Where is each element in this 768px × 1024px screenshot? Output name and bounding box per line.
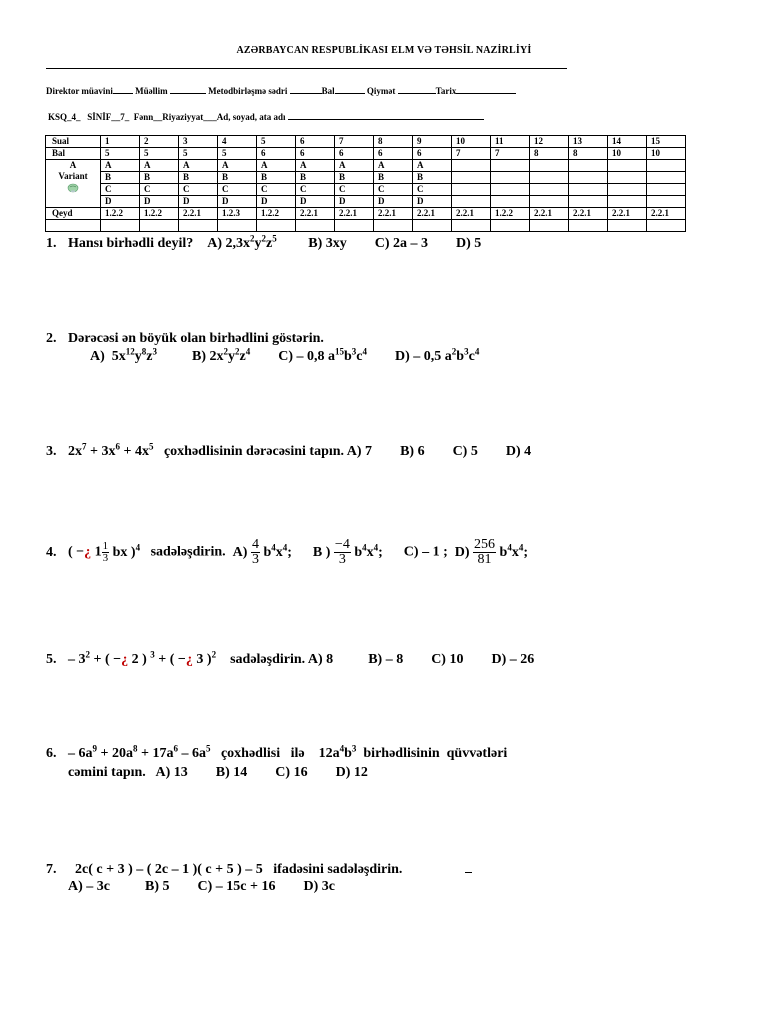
grid-cell: 2.2.1 (413, 208, 452, 220)
methodology-head-field[interactable] (290, 84, 322, 94)
grid-cell: 2 (140, 136, 179, 148)
q7-answer-mark (465, 860, 472, 873)
grid-cell: 6 (296, 136, 335, 148)
grid-cell: 5 (140, 148, 179, 160)
score-field[interactable] (335, 84, 365, 94)
grid-cell: 2.2.1 (179, 208, 218, 220)
variant-label-cell (46, 160, 101, 208)
variant-cell[interactable]: D (335, 196, 374, 208)
date-label: Tarix (435, 86, 457, 96)
grid-cell: 1.2.3 (218, 208, 257, 220)
variant-cell[interactable]: C (296, 184, 335, 196)
q7-option-a[interactable]: A) – 3c (68, 879, 110, 894)
exam-info-line (48, 110, 484, 122)
q1-option-a[interactable]: A) $2,3x^2y^2z^5$ (207, 233, 277, 251)
grid-cell: 6 (296, 148, 335, 160)
variant-row (46, 196, 686, 208)
grid-cell: 4 (218, 136, 257, 148)
name-label: Ad, soyad, ata adı (216, 112, 286, 122)
grid-cell: 8 (569, 148, 608, 160)
question-1: 1. Hansı birhədli deyil? A) $2,3x^2y^2z^5$ B) 3xy C) 2a – 3 D) 5 (46, 233, 482, 251)
variant-cell (647, 172, 686, 184)
score-row (46, 148, 686, 160)
grid-cell: 10 (452, 136, 491, 148)
variant-cell[interactable]: A (179, 160, 218, 172)
variant-cell[interactable]: A (413, 160, 452, 172)
empty-cell (569, 220, 608, 232)
grid-cell: 3 (179, 136, 218, 148)
variant-cell[interactable]: C (179, 184, 218, 196)
grid-cell: 2.2.1 (296, 208, 335, 220)
subject-label: Fənn__Riyaziyyat___ (133, 112, 217, 122)
q4-option-d[interactable]: D) $\frac{256}{81}$ $b^4x^4$; (454, 537, 528, 567)
question-4: 4. ( −¿ 1 $\frac{1}{3}$ bx )$^4$ sadələşdirin. A) $\frac{4}{3}$ $b^4x^4$; B ) $\frac{-4}{3}$ $b^4x^4$; C) – 1 ; D) $\frac{256}{81}$ $b^4x^4$; (46, 537, 528, 567)
variant-row (46, 160, 686, 172)
q2-option-b[interactable]: B) $2x^2y^2z^4$ (192, 346, 251, 364)
variant-cell (647, 196, 686, 208)
empty-cell (296, 220, 335, 232)
date-field[interactable] (456, 84, 516, 94)
variant-label: Variant (58, 171, 88, 181)
question-7: 7. 2c( c + 3 ) – ( 2c – 1 )( c + 5 ) – 5 ifadəsini sadələşdirin. (46, 860, 472, 878)
grid-cell: 13 (569, 136, 608, 148)
grid-cell: 2.2.1 (374, 208, 413, 220)
variant-cell[interactable]: D (140, 196, 179, 208)
q1-option-b[interactable]: B) 3xy (308, 236, 347, 251)
q2-option-a[interactable]: A) $5x^{12}y^8z^3$ (90, 346, 157, 364)
variant-cell[interactable]: A (140, 160, 179, 172)
globe-icon (50, 182, 96, 196)
grid-cell: 2.2.1 (335, 208, 374, 220)
grid-cell: 1.2.2 (140, 208, 179, 220)
variant-cell[interactable]: D (374, 196, 413, 208)
variant-cell (608, 160, 647, 172)
variant-cell (569, 196, 608, 208)
grid-cell: 8 (374, 136, 413, 148)
variant-cell[interactable]: B (296, 172, 335, 184)
variant-cell[interactable]: B (101, 172, 140, 184)
grade-label: Qiymət (366, 86, 396, 96)
grid-cell: 9 (413, 136, 452, 148)
question-6: 6. – $6a^9 + 20a^8 + 17a^6 - 6a^5$ çoxhədlisi ilə $12a^4b^3$ birhədlisinin qüvvətləri (46, 743, 508, 761)
variant-cell (530, 196, 569, 208)
note-row (46, 208, 686, 220)
variant-cell (530, 172, 569, 184)
grid-cell: 1 (101, 136, 140, 148)
q5-option-c[interactable]: C) 10 (431, 652, 464, 667)
variant-cell[interactable]: C (374, 184, 413, 196)
variant-letter-a: A (69, 160, 77, 170)
q3-option-b[interactable]: B) 6 (400, 444, 425, 459)
grid-cell: 7 (335, 136, 374, 148)
empty-cell (140, 220, 179, 232)
variant-cell[interactable]: C (101, 184, 140, 196)
variant-cell (530, 184, 569, 196)
variant-cell[interactable]: A (374, 160, 413, 172)
q6-option-c[interactable]: C) 16 (275, 765, 308, 780)
question-number-row (46, 136, 686, 148)
variant-cell[interactable]: D (101, 196, 140, 208)
question-2: 2. Dərəcəsi ən böyük olan birhədlini göstərin. (46, 331, 324, 346)
variant-cell (491, 172, 530, 184)
question-2-options (90, 346, 480, 365)
variant-cell (491, 184, 530, 196)
teacher-label: Müəllim (135, 86, 168, 96)
q4-option-c[interactable]: C) – 1 ; (403, 544, 448, 560)
variant-cell[interactable]: D (179, 196, 218, 208)
variant-cell (491, 196, 530, 208)
grid-cell: 10 (608, 148, 647, 160)
grid-cell: 2.2.1 (452, 208, 491, 220)
variant-cell[interactable]: B (218, 172, 257, 184)
grid-cell: 5 (101, 148, 140, 160)
grid-cell: 1.2.2 (101, 208, 140, 220)
empty-cell (46, 220, 101, 232)
empty-cell (257, 220, 296, 232)
question-6-line-2: cəmini tapın. A) 13 B) 14 C) 16 D) 12 (68, 765, 368, 780)
director-deputy-field[interactable] (113, 84, 133, 94)
methodology-head-label: Metodbirləşmə sədri (208, 86, 288, 96)
empty-cell (179, 220, 218, 232)
grid-cell: 6 (335, 148, 374, 160)
q7-option-d[interactable]: D) 3c (303, 879, 335, 894)
score-label: Bal (321, 86, 335, 96)
variant-cell (569, 172, 608, 184)
grid-cell: 1.2.2 (257, 208, 296, 220)
grid-cell: 2.2.1 (608, 208, 647, 220)
question-number-row-label: Sual (46, 136, 101, 148)
q1-option-c[interactable]: C) 2a – 3 (374, 236, 429, 251)
grid-cell: 7 (491, 148, 530, 160)
exam-code: KSQ_4_ (48, 112, 81, 122)
q6-option-a[interactable]: A) 13 (155, 765, 188, 780)
variant-cell[interactable]: D (413, 196, 452, 208)
variant-cell[interactable]: B (140, 172, 179, 184)
variant-cell[interactable]: A (335, 160, 374, 172)
empty-cell (335, 220, 374, 232)
empty-cell (218, 220, 257, 232)
variant-cell (452, 184, 491, 196)
q4-option-b[interactable]: B ) $\frac{-4}{3}$ $b^4x^4$; (312, 537, 383, 567)
name-field[interactable] (288, 110, 484, 120)
header-divider (46, 68, 567, 69)
variant-cell (647, 184, 686, 196)
class-label: SİNİF__7_ (87, 112, 130, 122)
grid-cell: 10 (647, 148, 686, 160)
q6-option-d[interactable]: D) 12 (335, 765, 368, 780)
q3-option-d[interactable]: D) 4 (505, 444, 532, 459)
variant-cell[interactable]: C (413, 184, 452, 196)
variant-cell (608, 184, 647, 196)
variant-cell[interactable]: C (140, 184, 179, 196)
grid-cell: 5 (179, 148, 218, 160)
grid-cell: 14 (608, 136, 647, 148)
variant-cell (452, 172, 491, 184)
variant-cell[interactable]: B (413, 172, 452, 184)
grid-cell: 15 (647, 136, 686, 148)
q5-option-b[interactable]: B) – 8 (368, 652, 404, 667)
variant-row (46, 172, 686, 184)
variant-cell (530, 160, 569, 172)
teacher-field[interactable] (170, 84, 206, 94)
empty-row (46, 220, 686, 232)
grid-cell: 2.2.1 (530, 208, 569, 220)
q1-option-d[interactable]: D) 5 (456, 236, 482, 251)
q7-option-c[interactable]: C) – 15c + 16 (197, 879, 276, 894)
variant-cell (569, 160, 608, 172)
q4-option-a[interactable]: A) $\frac{4}{3}$ $b^4x^4$; (232, 537, 292, 567)
q7-option-b[interactable]: B) 5 (145, 879, 170, 894)
ministry-title: AZƏRBAYCAN RESPUBLİKASI ELM VƏ TƏHSİL NAZİRLİYİ (236, 45, 532, 56)
variant-cell[interactable]: D (257, 196, 296, 208)
q2-option-c[interactable]: C) – 0,8 $a^{15}b^3c^4$ (278, 346, 368, 364)
variant-cell[interactable]: A (296, 160, 335, 172)
q5-option-a[interactable]: A) 8 (307, 652, 334, 667)
q2-option-d[interactable]: D) – 0,5 $a^2b^3c^4$ (395, 346, 480, 364)
variant-cell[interactable]: A (257, 160, 296, 172)
variant-cell (569, 184, 608, 196)
question-5: 5. – $3^2$ + ( −¿ 2 ) $^3$ + ( −¿ 3 )$^2$ sadələşdirin. A) 8 B) – 8 C) 10 D) – 26 (46, 649, 535, 667)
grid-cell: 11 (491, 136, 530, 148)
grid-cell: 2.2.1 (569, 208, 608, 220)
grid-cell: 12 (530, 136, 569, 148)
grade-field[interactable] (398, 84, 436, 94)
empty-cell (608, 220, 647, 232)
grid-cell: 7 (452, 148, 491, 160)
score-row-label: Bal (46, 148, 101, 160)
empty-cell (647, 220, 686, 232)
grid-cell: 2.2.1 (647, 208, 686, 220)
signature-line (46, 84, 516, 96)
variant-cell (452, 196, 491, 208)
empty-cell (101, 220, 140, 232)
variant-cell[interactable]: C (335, 184, 374, 196)
director-deputy-label: Direktor müavini (46, 86, 113, 96)
q6-option-b[interactable]: B) 14 (215, 765, 248, 780)
variant-cell[interactable]: A (101, 160, 140, 172)
grid-cell: 1.2.2 (491, 208, 530, 220)
variant-cell[interactable]: D (296, 196, 335, 208)
grid-cell: 5 (218, 148, 257, 160)
question-7-options (68, 879, 335, 895)
grid-cell: 5 (257, 136, 296, 148)
empty-cell (413, 220, 452, 232)
q3-option-c[interactable]: C) 5 (452, 444, 478, 459)
variant-cell[interactable]: B (179, 172, 218, 184)
variant-cell (491, 160, 530, 172)
variant-cell[interactable]: C (218, 184, 257, 196)
variant-cell[interactable]: B (374, 172, 413, 184)
grid-cell: 6 (413, 148, 452, 160)
variant-cell[interactable]: B (257, 172, 296, 184)
note-row-label: Qeyd (46, 208, 101, 220)
q3-option-a[interactable]: A) 7 (346, 444, 373, 459)
grid-cell: 6 (257, 148, 296, 160)
question-3: 3. $2x^7 + 3x^6 + 4x^5$ çoxhədlisinin dərəcəsini tapın. A) 7 B) 6 C) 5 D) 4 (46, 441, 532, 459)
variant-cell (608, 172, 647, 184)
grid-cell: 8 (530, 148, 569, 160)
variant-cell[interactable]: C (257, 184, 296, 196)
q5-option-d[interactable]: D) – 26 (491, 652, 535, 667)
variant-cell (608, 196, 647, 208)
empty-cell (452, 220, 491, 232)
empty-cell (374, 220, 413, 232)
variant-row (46, 184, 686, 196)
variant-cell (452, 160, 491, 172)
variant-cell[interactable]: A (218, 160, 257, 172)
variant-cell[interactable]: B (335, 172, 374, 184)
grid-cell: 6 (374, 148, 413, 160)
variant-cell (647, 160, 686, 172)
answer-grid (45, 135, 686, 232)
empty-cell (530, 220, 569, 232)
empty-cell (491, 220, 530, 232)
variant-cell[interactable]: D (218, 196, 257, 208)
